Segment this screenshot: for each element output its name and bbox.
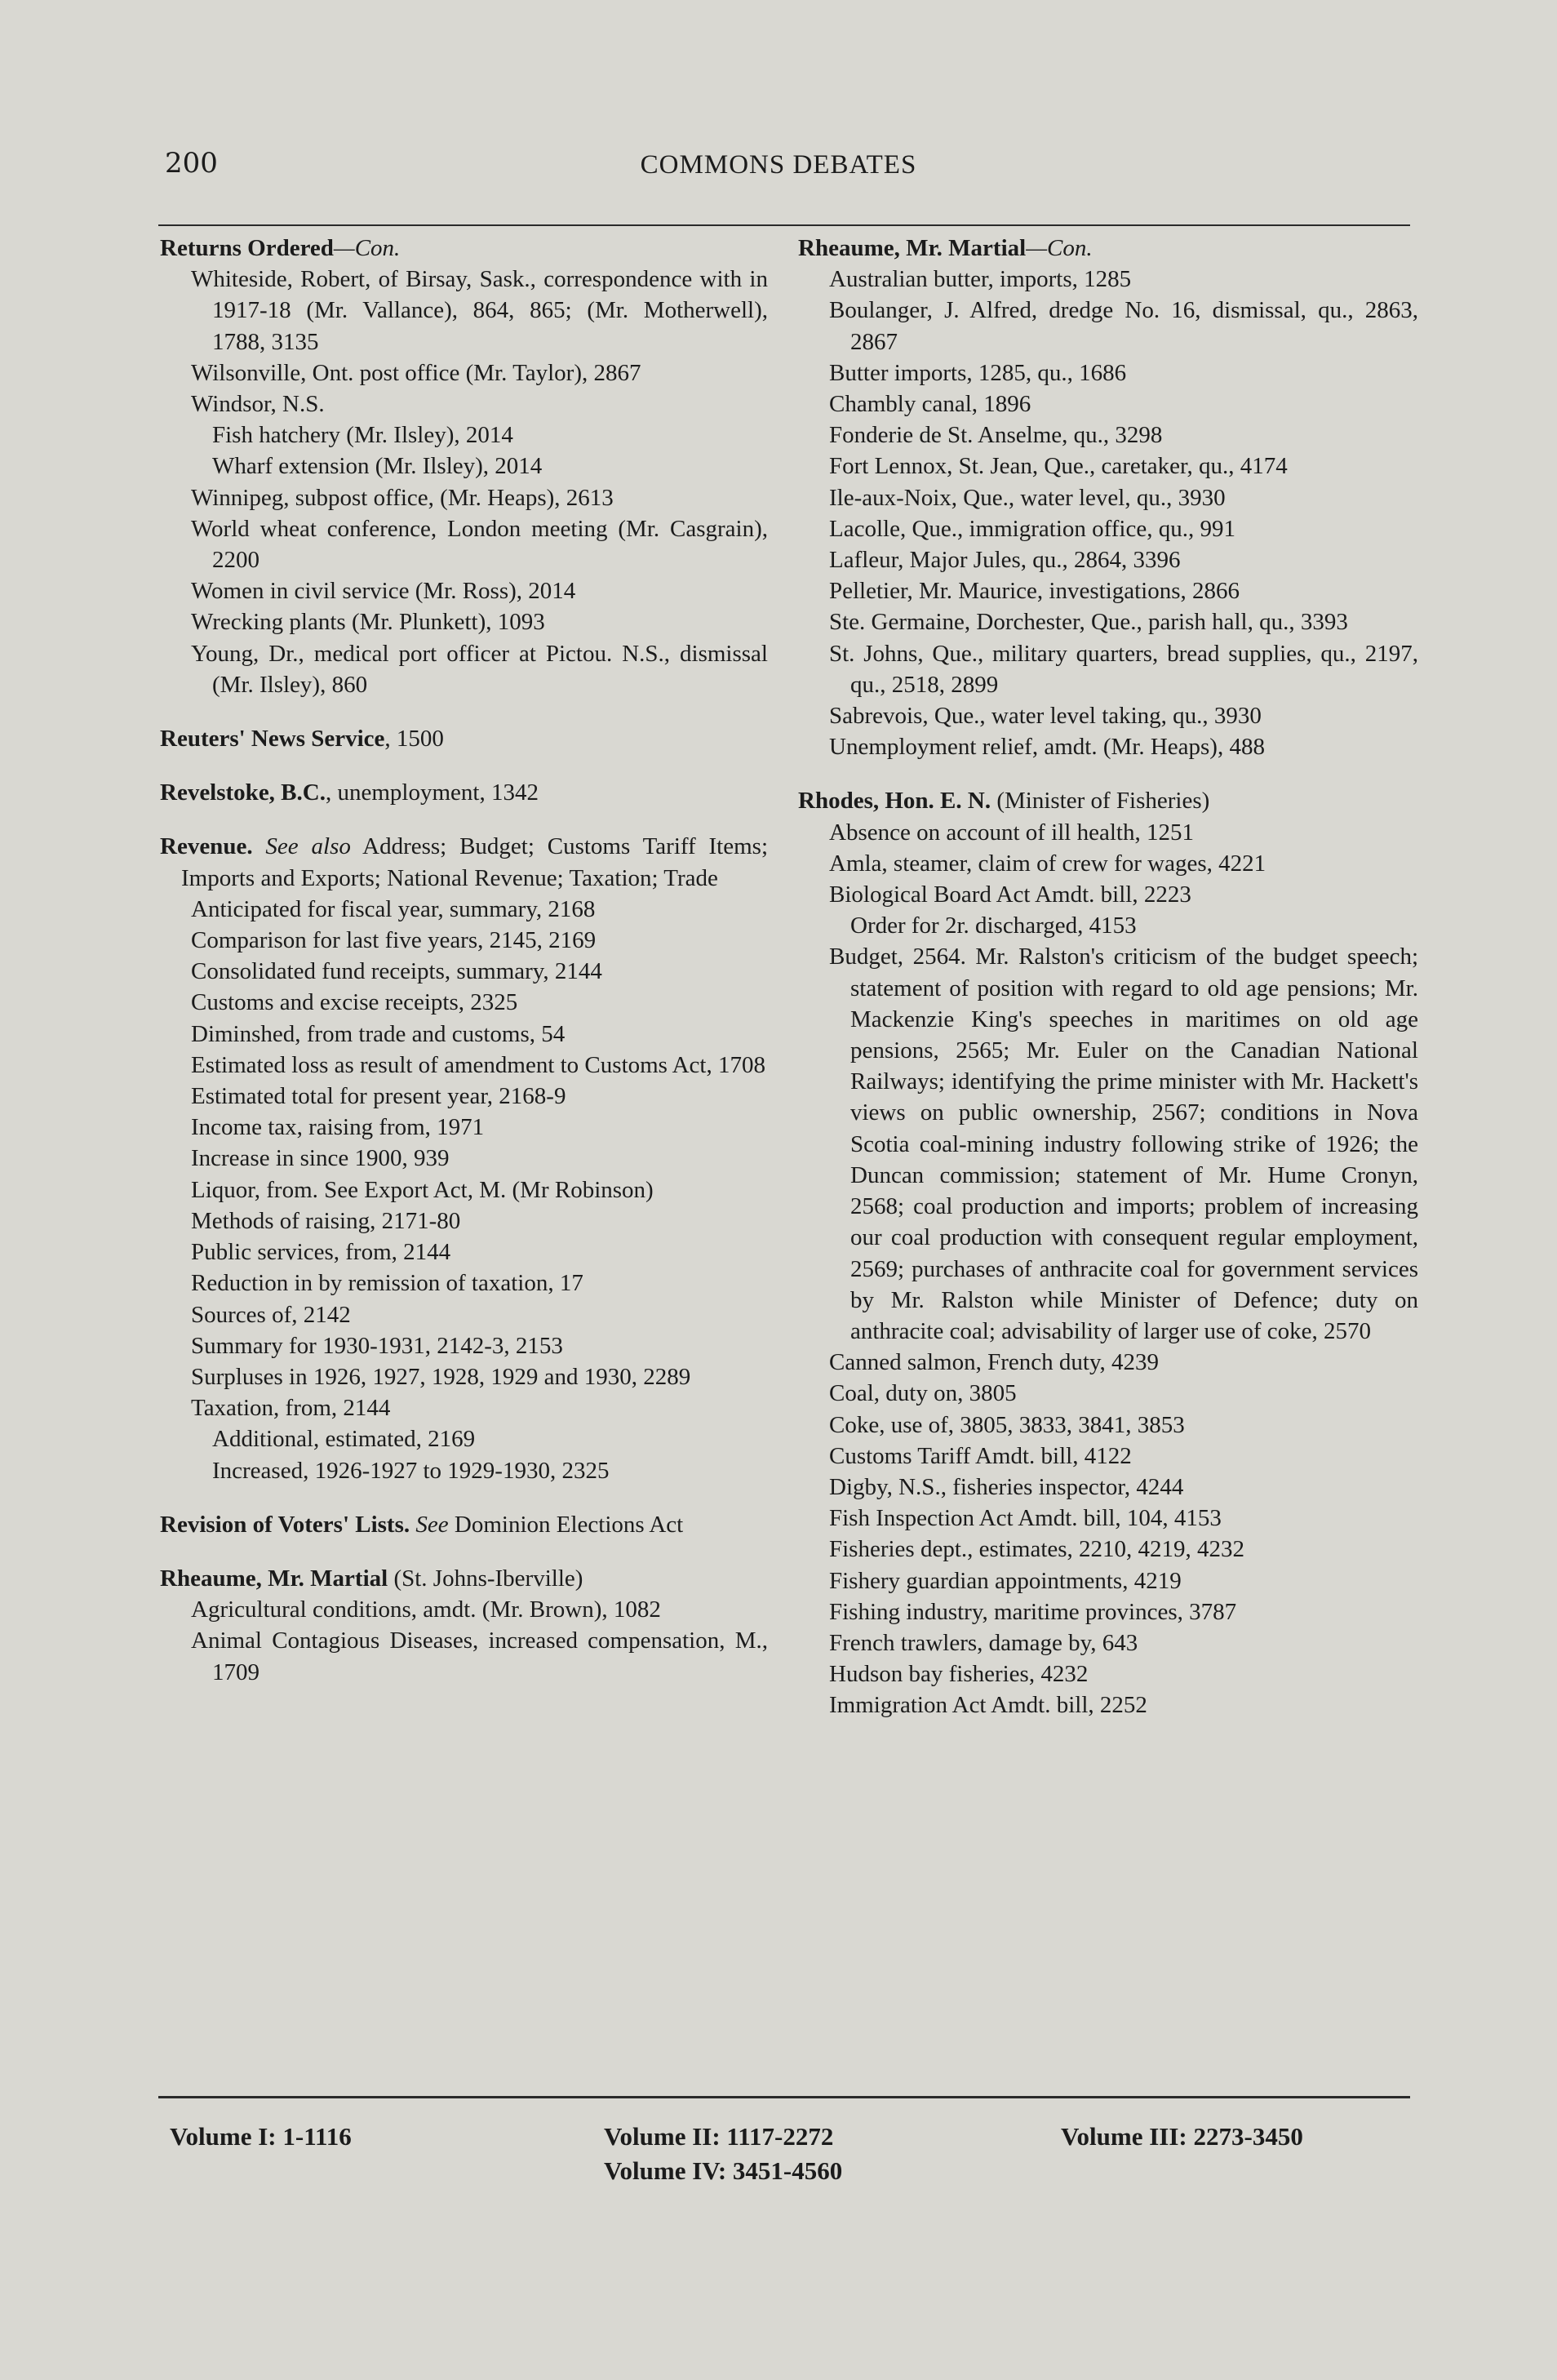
index-entry: Estimated loss as result of amendment to Customs Act, 1708 [191,1051,765,1078]
index-entry: Immigration Act Amdt. bill, 2252 [829,1692,1147,1719]
heading-term: Revenue. [160,833,253,860]
index-entry: Amla, steamer, claim of crew for wages, 4221 [829,850,1266,877]
heading-detail: Address; Budget; Customs Tariff Items; Imports and Exports; National Revenue; Taxation; Trade [181,833,769,891]
index-heading [798,785,1418,816]
index-entry: Sources of, 2142 [191,1301,351,1328]
running-title: COMMONS DEBATES [640,150,917,180]
index-entry: Ile-aux-Noix, Que., water level, qu., 3930 [829,484,1226,511]
index-entry: Boulanger, J. Alfred, dredge No. 16, dismissal, qu., 2863, 2867 [829,297,1418,355]
index-entry: Pelletier, Mr. Maurice, investigations, 2866 [829,578,1240,605]
index-entry: Anticipated for fiscal year, summary, 2168 [191,895,596,922]
index-entry: Lacolle, Que., immigration office, qu., 991 [829,515,1235,542]
index-entry: World wheat conference, London meeting (Mr. Casgrain), 2200 [191,515,768,574]
heading-term: Reuters' News Service [160,726,385,753]
heading-detail: , unemployment, 1342 [325,779,539,806]
heading-term: Rheaume, Mr. Martial [798,235,1027,261]
index-subentry: Wharf extension (Mr. Ilsley), 2014 [212,453,543,480]
heading-term: Revelstoke, B.C. [160,779,326,806]
index-entry: Fort Lennox, St. Jean, Que., caretaker, qu., 4174 [829,453,1288,480]
index-subentry: Order for 2r. discharged, 4153 [850,912,1137,939]
index-entry: Customs and excise receipts, 2325 [191,989,518,1016]
index-entry: French trawlers, damage by, 643 [829,1629,1138,1656]
index-entry: Customs Tariff Amdt. bill, 4122 [829,1442,1132,1469]
index-subentry: Fish hatchery (Mr. Ilsley), 2014 [212,422,513,449]
index-entry: Liquor, from. See Export Act, M. (Mr Robinson) [191,1176,654,1203]
footer-rule [158,2096,1410,2098]
index-entry: Reduction in by remission of taxation, 17 [191,1270,583,1297]
index-entry: Ste. Germaine, Dorchester, Que., parish hall, qu., 3393 [829,609,1348,636]
index-entry: Canned salmon, French duty, 4239 [829,1349,1160,1376]
right-column [798,233,1418,1721]
index-entry: Butter imports, 1285, qu., 1686 [829,359,1127,386]
heading-term: Revision of Voters' Lists. [160,1511,410,1538]
index-entry: Fishery guardian appointments, 4219 [829,1567,1182,1594]
index-entry: Australian butter, imports, 1285 [829,266,1132,293]
index-entry: Coal, duty on, 3805 [829,1380,1017,1407]
heading-qualifier: See also [252,833,351,860]
index-entry: Methods of raising, 2171-80 [191,1207,461,1234]
index-entry: Income tax, raising from, 1971 [191,1114,485,1141]
page-number: 200 [165,147,218,180]
heading-qualifier: —Con. [333,235,401,261]
index-entry: Fishing industry, maritime provinces, 3787 [829,1598,1237,1625]
index-entry: Sabrevois, Que., water level taking, qu., 3930 [829,703,1262,730]
index-entry: Agricultural conditions, amdt. (Mr. Brown), 1082 [191,1596,661,1623]
index-entry: Taxation, from, 2144 [191,1395,391,1422]
index-entry: Winnipeg, subpost office, (Mr. Heaps), 2613 [191,484,614,511]
heading-term: Returns Ordered [160,235,334,261]
index-entry: Summary for 1930-1931, 2142-3, 2153 [191,1332,563,1359]
left-column [160,233,768,1688]
index-entry: Coke, use of, 3805, 3833, 3841, 3853 [829,1411,1185,1438]
index-entry: Diminshed, from trade and customs, 54 [191,1020,566,1047]
index-entry: Digby, N.S., fisheries inspector, 4244 [829,1473,1184,1500]
heading-term: Rheaume, Mr. Martial [160,1565,388,1592]
index-entry: Hudson bay fisheries, 4232 [829,1661,1089,1688]
index-heading [160,831,768,893]
index-entry: Windsor, N.S. [191,391,325,418]
index-entry: Fonderie de St. Anselme, qu., 3298 [829,422,1163,449]
page-header [0,147,1557,196]
heading-detail: Dominion Elections Act [448,1511,684,1538]
index-entry: Budget, 2564. Mr. Ralston's criticism of the budget speech; statement of position with regard to old age pensions; Mr. Mackenzie King's speeches in maritimes on old age pensions, 2565; Mr. Euler on the Canadian National Railways; identifying the prime minister with Mr. Hackett's views on public ownership, 2567; conditions in Nova Scotia coal-mining industry following strike of 1926; the Duncan commission; statement of Mr. Hume Cronyn, 2568; coal production and imports; problem of increasing our coal production with consequent regular employment, 2569; purchases of anthracite coal for government services by Mr. Ralston while Minister of Defence; duty on anthracite coal; advisability of larger use of coke, 2570 [829,944,1418,1344]
index-entry: Women in civil service (Mr. Ross), 2014 [191,578,576,605]
index-entry: Absence on account of ill health, 1251 [829,819,1194,846]
index-heading [160,1563,768,1594]
index-entry: Young, Dr., medical port officer at Pictou. N.S., dismissal (Mr. Ilsley), 860 [191,640,768,698]
index-heading [160,777,768,808]
index-entry: Animal Contagious Diseases, increased compensation, M., 1709 [191,1627,768,1685]
heading-detail: (St. Johns-Iberville) [388,1565,583,1592]
heading-term: Rhodes, Hon. E. N. [798,788,991,815]
index-entry: Estimated total for present year, 2168-9 [191,1083,566,1110]
index-entry: Consolidated fund receipts, summary, 2144 [191,958,602,985]
heading-detail: , 1500 [384,726,444,753]
index-entry: Biological Board Act Amdt. bill, 2223 [829,881,1191,908]
index-entry: Whiteside, Robert, of Birsay, Sask., correspondence with in 1917-18 (Mr. Vallance), 864, 865; (Mr. Motherwell), 1788, 3135 [191,266,768,355]
volume-1-range: Volume I: 1-1116 [170,2122,352,2151]
index-heading [160,723,768,754]
index-entry: St. Johns, Que., military quarters, bread supplies, qu., 2197, qu., 2518, 2899 [829,640,1418,698]
heading-detail: (Minister of Fisheries) [991,788,1210,815]
index-subentry: Additional, estimated, 2169 [212,1426,476,1453]
heading-qualifier: —Con. [1026,235,1093,261]
index-entry: Wrecking plants (Mr. Plunkett), 1093 [191,609,545,636]
index-entry: Increase in since 1900, 939 [191,1145,450,1172]
index-heading [798,233,1418,264]
index-entry: Fisheries dept., estimates, 2210, 4219, 4232 [829,1536,1245,1563]
index-entry: Unemployment relief, amdt. (Mr. Heaps), 488 [829,734,1265,761]
heading-qualifier: See [410,1511,449,1538]
index-entry: Lafleur, Major Jules, qu., 2864, 3396 [829,547,1181,574]
index-heading [160,1509,768,1540]
index-entry: Surpluses in 1926, 1927, 1928, 1929 and 1930, 2289 [191,1363,691,1390]
volume-4-range: Volume IV: 3451-4560 [604,2156,843,2185]
index-entry: Chambly canal, 1896 [829,391,1031,418]
volume-3-range: Volume III: 2273-3450 [1061,2122,1303,2151]
index-entry: Public services, from, 2144 [191,1239,451,1266]
volume-2-range: Volume II: 1117-2272 [604,2122,834,2151]
index-entry: Comparison for last five years, 2145, 2169 [191,927,597,954]
index-subentry: Increased, 1926-1927 to 1929-1930, 2325 [212,1457,610,1484]
index-entry: Fish Inspection Act Amdt. bill, 104, 4153 [829,1505,1222,1532]
index-heading [160,233,768,264]
index-entry: Wilsonville, Ont. post office (Mr. Taylor), 2867 [191,359,641,386]
header-rule [158,224,1410,226]
